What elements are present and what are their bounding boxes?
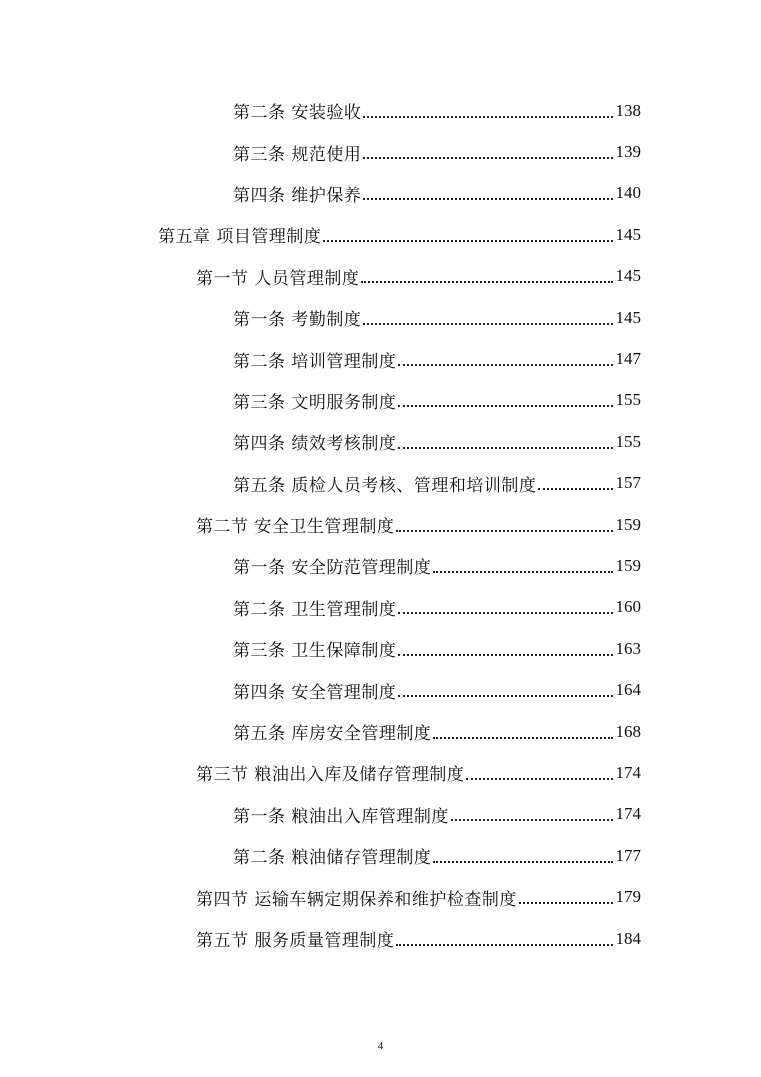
toc-entry-page: 145 [615, 266, 641, 286]
toc-entry-page: 179 [615, 887, 641, 907]
toc-dot-leader [398, 612, 613, 614]
toc-entry[interactable] [0, 421, 641, 462]
toc-entry[interactable] [0, 587, 641, 628]
toc-entry-page: 155 [615, 390, 641, 410]
toc-dot-leader [363, 157, 613, 159]
toc-entry-title: 第一条 粮油出入库管理制度 [233, 806, 449, 827]
toc-dot-leader [519, 902, 613, 904]
toc-dot-leader [396, 944, 613, 946]
toc-entry-title: 第三条 文明服务制度 [233, 392, 397, 413]
toc-entry-title: 第五条 质检人员考核、管理和培训制度 [233, 475, 537, 496]
toc-dot-leader [398, 364, 613, 366]
page-number: 4 [377, 1040, 384, 1052]
toc-entry-title: 第三条 规范使用 [233, 144, 362, 165]
toc-dot-leader [398, 695, 613, 697]
toc-entry[interactable] [0, 835, 641, 876]
toc-entry-page: 174 [615, 804, 641, 824]
toc-entry-title: 第一条 考勤制度 [233, 310, 362, 331]
toc-dot-leader [363, 116, 613, 118]
toc-entry-title: 第二条 安装验收 [233, 103, 362, 124]
toc-entry-page: 138 [615, 100, 641, 120]
toc-entry-title: 第三节 粮油出入库及储存管理制度 [196, 765, 465, 786]
toc-entry-title: 第一节 人员管理制度 [196, 268, 360, 289]
toc-entry-page: 157 [615, 473, 641, 493]
toc-entry-title: 第四条 维护保养 [233, 185, 362, 206]
toc-dot-leader [433, 571, 613, 573]
toc-entry-page: 184 [615, 928, 641, 948]
toc-entry-page: 155 [615, 431, 641, 451]
toc-entry[interactable] [0, 794, 641, 835]
toc-entry-page: 164 [615, 680, 641, 700]
toc-entry[interactable] [0, 752, 641, 793]
toc-entry[interactable] [0, 131, 641, 172]
toc-entry-page: 145 [615, 307, 641, 327]
toc-entry-title: 第二节 安全卫生管理制度 [196, 517, 395, 538]
toc-entry-title: 第五节 服务质量管理制度 [196, 931, 395, 951]
toc-entry-title: 第二条 粮油储存管理制度 [233, 848, 432, 869]
toc-entry-page: 140 [615, 183, 641, 203]
toc-entry-page: 159 [615, 555, 641, 575]
toc-entry-page: 145 [615, 224, 641, 244]
toc-entry-title: 第四节 运输车辆定期保养和维护检查制度 [196, 889, 517, 910]
toc-dot-leader [538, 488, 613, 490]
toc-entry[interactable] [0, 297, 641, 338]
toc-dot-leader [361, 281, 613, 283]
toc-entry[interactable] [0, 669, 641, 710]
toc-entry-page: 174 [615, 762, 641, 782]
toc-dot-leader [398, 654, 613, 656]
toc-entry[interactable] [0, 504, 641, 545]
toc-entry[interactable] [0, 545, 641, 586]
toc-entry-title: 第四条 安全管理制度 [233, 682, 397, 703]
toc-dot-leader [323, 240, 613, 242]
toc-entry[interactable] [0, 628, 641, 669]
toc-dot-leader [363, 198, 613, 200]
toc-dot-leader [451, 819, 613, 821]
toc-entry[interactable] [0, 918, 641, 959]
toc-entry-page: 163 [615, 638, 641, 658]
toc-entry-title: 第二条 培训管理制度 [233, 351, 397, 372]
toc-entry-title: 第五章 项目管理制度 [158, 227, 322, 248]
toc-entry-page: 177 [615, 845, 641, 865]
toc-dot-leader [433, 861, 613, 863]
toc-dot-leader [398, 447, 613, 449]
toc-entry[interactable] [0, 711, 641, 752]
toc-entry-title: 第四条 绩效考核制度 [233, 434, 397, 455]
toc-entry[interactable] [0, 256, 641, 297]
toc-dot-leader [363, 323, 613, 325]
table-of-contents [0, 90, 761, 959]
toc-entry[interactable] [0, 876, 641, 917]
toc-entry-title: 第二条 卫生管理制度 [233, 599, 397, 620]
toc-entry[interactable] [0, 463, 641, 504]
toc-entry-page: 147 [615, 349, 641, 369]
toc-dot-leader [396, 530, 613, 532]
toc-entry-title: 第五条 库房安全管理制度 [233, 724, 432, 745]
toc-entry-page: 159 [615, 514, 641, 534]
toc-entry[interactable] [0, 380, 641, 421]
toc-entry-title: 第三条 卫生保障制度 [233, 641, 397, 662]
toc-entry[interactable] [0, 173, 641, 214]
toc-entry-title: 第一条 安全防范管理制度 [233, 558, 432, 579]
toc-entry[interactable] [0, 214, 641, 255]
toc-entry-page: 139 [615, 142, 641, 162]
toc-entry-page: 160 [615, 597, 641, 617]
toc-dot-leader [398, 405, 613, 407]
toc-entry-page: 168 [615, 721, 641, 741]
toc-entry[interactable] [0, 90, 641, 131]
toc-entry[interactable] [0, 338, 641, 379]
toc-dot-leader [466, 778, 613, 780]
toc-dot-leader [433, 737, 613, 739]
